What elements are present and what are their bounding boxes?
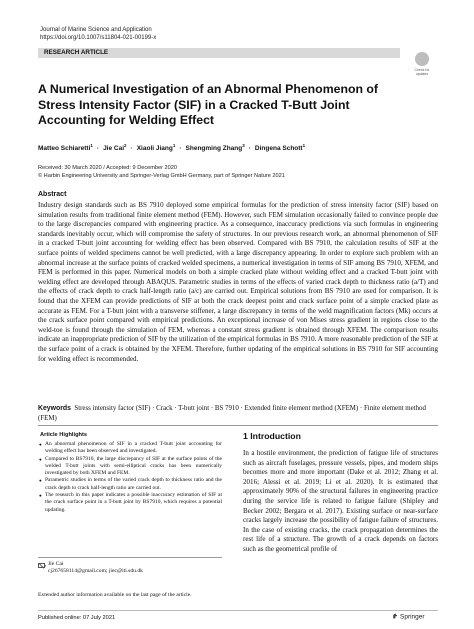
author-name[interactable]: Matteo Schiaretti bbox=[38, 145, 91, 153]
publisher-name: Springer bbox=[400, 613, 425, 621]
divider bbox=[38, 557, 222, 558]
abstract-heading: Abstract bbox=[38, 191, 67, 198]
published-date: Published online: 07 July 2021 bbox=[38, 615, 116, 621]
author-name[interactable]: Xiaoli Jiang bbox=[136, 145, 173, 153]
article-dates bbox=[38, 165, 285, 180]
section-heading-introduction: 1 Introduction bbox=[243, 431, 301, 441]
received-accepted-dates: Received: 30 March 2020 / Accepted: 9 December 2020 bbox=[38, 165, 177, 171]
article-title: A Numerical Investigation of an Abnormal Phenomenon of Stress Intensity Factor (SIF) in a Cracked T-Butt Joint Accounting for Welding Effect bbox=[38, 82, 379, 127]
doi-link[interactable]: https://doi.org/10.1007/s11804-021-00199-x bbox=[40, 35, 157, 41]
author-list bbox=[38, 141, 438, 153]
keywords-label: Keywords bbox=[38, 405, 71, 412]
keywords bbox=[38, 404, 438, 423]
author-affiliation-marker: 2 bbox=[124, 143, 127, 148]
author-separator: · bbox=[96, 145, 100, 153]
contact-name: Jie Cai bbox=[48, 561, 64, 567]
journal-name: Journal of Marine Science and Application bbox=[40, 27, 152, 33]
publisher-logo bbox=[392, 613, 425, 622]
keywords-text: Stress intensity factor (SIF) · Crack · T-butt joint · BS 7910 · Extended finite element method (XFEM) · Finite element method (FEM) bbox=[38, 405, 426, 422]
author-affiliation-marker: 1 bbox=[172, 143, 176, 148]
journal-header bbox=[40, 26, 156, 42]
contact-email[interactable]: cj267658114@gmail.com; jiec@iti.sdu.dk bbox=[48, 568, 143, 575]
footer-divider bbox=[38, 610, 438, 611]
check-for-updates-badge[interactable] bbox=[411, 52, 433, 76]
author-name[interactable]: Shengming Zhang bbox=[185, 145, 243, 153]
introduction-text: In a hostile environment, the prediction of fatigue life of structures such as aircraft fuselages, pressure vessels, pipes, and modern ships becomes more and more important (Dake et al. 2012; Zhang et al. 2016; Alessi et al. 2019; Li et al. 2020). It is estimated that approximately 90% of the structural failures in engineering practice during the service life is related to fatigue failure (Shipley and Becker 2002; Bergara et al. 2017). Existing surface or near-surface cracks largely increase the possibility of fatigue failure of structures. In the case of existing cracks, the crack propagation determines the rest life of a structure. The growth of a crack depends on factors such as the geometrical profile of bbox=[243, 449, 438, 553]
corresponding-author bbox=[48, 561, 143, 576]
author-affiliation-marker: 1 bbox=[302, 143, 306, 148]
author-separator: · bbox=[179, 145, 182, 153]
article-highlights bbox=[38, 428, 222, 514]
highlight-item: ● An abnormal phenomenon of SIF in a cracked T-butt joint accounting for welding effect has been observed and investigated. bbox=[38, 441, 222, 456]
highlight-item: ● Parametric studies in terms of the varied crack depth to thickness ratio and the crack depth to crack half-length ratio are carried out. bbox=[38, 477, 222, 492]
divider bbox=[38, 425, 438, 426]
author-name[interactable]: Jie Cai bbox=[103, 145, 125, 153]
author-separator: · bbox=[130, 145, 133, 153]
highlights-heading: Article Highlights bbox=[40, 432, 88, 438]
update-badge-icon bbox=[415, 52, 429, 66]
author-name[interactable]: Dingena Schott bbox=[254, 145, 303, 153]
author-separator: · bbox=[248, 145, 251, 153]
highlights-list bbox=[38, 441, 222, 514]
extended-author-note: Extended author information available on the last page of the article. bbox=[38, 592, 192, 598]
author-affiliation-marker: 1 bbox=[90, 143, 93, 148]
author-affiliation-marker: 3 bbox=[242, 143, 245, 148]
envelope-icon bbox=[38, 563, 45, 568]
copyright-line: © Harbin Engineering University and Springer-Verlag GmbH Germany, part of Springer Nature 2021 bbox=[38, 172, 285, 179]
highlight-item: ● The research in this paper indicates a possible inaccuracy estimation of SIF at the crack surface point in a T-butt joint by BS7910, which requires a potential updating. bbox=[38, 492, 222, 514]
article-type-label: RESEARCH ARTICLE bbox=[44, 49, 109, 56]
badge-label: Check for updates bbox=[414, 68, 430, 76]
highlight-item: ● Compared to BS7910, the large discrepancy of SIF at the surface points of the welded T-butt joints with semi-elliptical cracks has been numerically investigated by both XFEM and FEM. bbox=[38, 456, 222, 478]
abstract-text: Industry design standards such as BS 7910 deployed some empirical formulas for the prediction of stress intensity factor (SIF) based on simulation results from traditional finite element method (FEM). However, such FEM simulation occasionally failed to convince people due to the large discrepancies compared with engineering practice. As a consequence, inaccuracy predictions via such formulas in engineering standards inevitably occur, which will compromise the safety of structures. In our previous research work, an abnormal phenomenon of SIF in a cracked T-butt joint accounting for welding effect has been observed. Compared with BS 7910, the calculation results of SIF at the surface points of welded specimens cannot be well predicted, with a large discrepancy appearing. In order to explore such problem with an abnormal increase at the surface points of cracked welded specimens, a numerical investigation in terms of SIF among BS 7910, XFEM, and FEM is performed in this paper. Numerical models on both a simple cracked plate without welding effect and a cracked T-butt joint with welding effect are developed through ABAQUS. Parametric studies in terms of the effects of varied crack depth to thickness ratio (a/T) and the effects of crack depth to crack half-length ratio (a/c) are carried out. Empirical solutions from BS 7910 are used for comparison. It is found that the XFEM can provide predictions of SIF at both the crack deepest point and crack surface point of a simple cracked plate as accurate as FEM. For a T-butt joint with a transverse stiffener, a large discrepancy in terms of the weld magnification factors (Mk) occurs at the crack surface point compared with empirical predictions. An exceptional increase of von Mises stress gradient in regions close to the weld-toe is found through the simulation of FEM, whereas a constant stress gradient is obtained through XFEM. The comparison results indicate an inappropriate prediction of SIF by the utilization of the empirical formulas in BS 7910. A more reasonable prediction of the SIF at the surface point of a crack is obtained by the XFEM. Therefore, further updating of the empirical solutions in BS 7910 for SIF accounting for welding effect is recommended. bbox=[38, 201, 438, 363]
springer-horse-icon bbox=[392, 613, 398, 619]
